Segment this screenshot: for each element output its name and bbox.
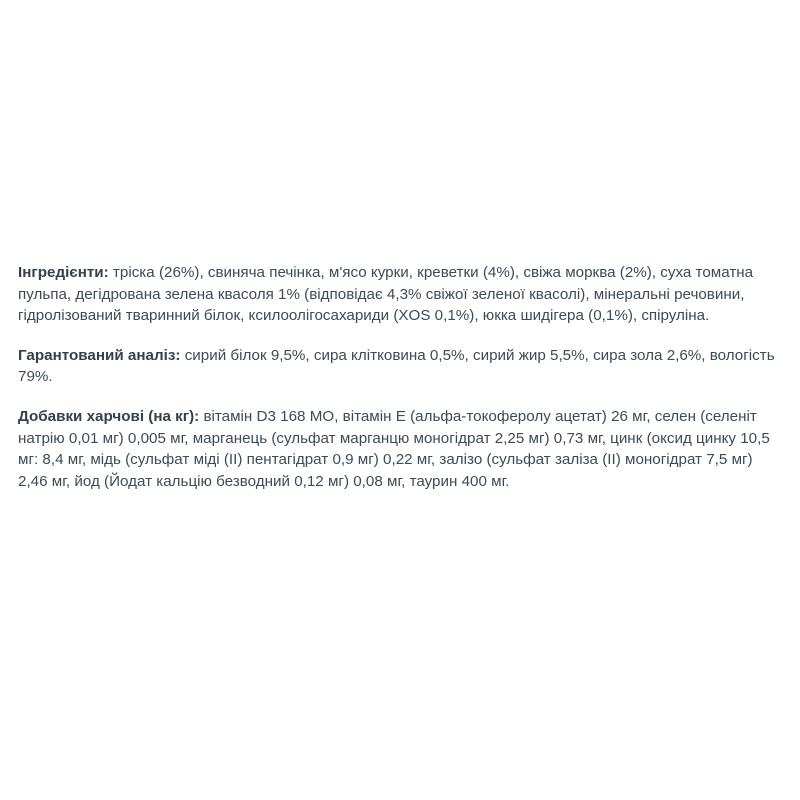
product-composition <box>18 262 786 510</box>
analysis-text: сирий білок 9,5%, сира клітковина 0,5%, сирий жир 5,5%, сира зола 2,6%, вологість 79%. <box>18 346 775 386</box>
additives-label: Добавки харчові (на кг): <box>18 407 200 425</box>
analysis-label: Гарантований аналіз: <box>18 346 181 364</box>
ingredients-label: Інгредієнти: <box>18 264 109 281</box>
additives-text: вітамін D3 168 МО, вітамін Е (альфа-токоферолу ацетат) 26 мг, селен (селеніт натрію 0,01 мг) 0,005 мг, марганець (сульфат марганцю моногідрат 2,25 мг) 0,73 мг, цинк (оксид цинку 10,5 мг: 8,4 мг, мідь (сульфат міді (II) пентагідрат 0,9 мг) 0,22 мг, залізо (сульфат заліза (II) моногідрат 7,5 мг) 2,46 мг, йод (Йодат кальцію безводний 0,12 мг) 0,08 мг, таурин 400 мг. <box>18 407 770 490</box>
ingredients-paragraph <box>18 262 786 327</box>
ingredients-text: тріска (26%), свиняча печінка, м'ясо курки, креветки (4%), свіжа морква (2%), суха томатна пульпа, дегідрована зелена квасоля 1% (відповідає 4,3% свіжої зеленої квасолі), мінеральні речовини, гідролізований тваринний білок, ксилоолігосахариди (XOS 0,1%), юкка шидігера (0,1%), спіруліна. <box>18 264 754 325</box>
analysis-paragraph <box>18 345 786 388</box>
additives-paragraph <box>18 406 786 492</box>
